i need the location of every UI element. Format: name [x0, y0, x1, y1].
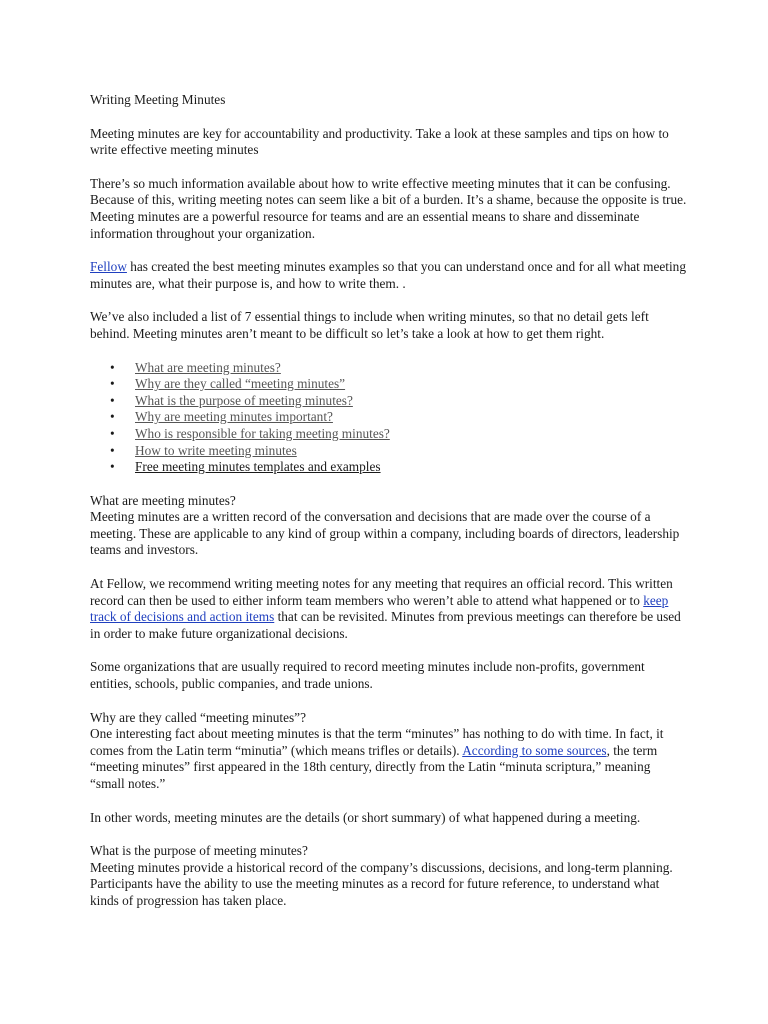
- section-heading-what-are: What are meeting minutes?: [90, 492, 236, 508]
- bullet-icon: •: [110, 359, 115, 375]
- toc-link-how-to-write[interactable]: How to write meeting minutes: [135, 442, 297, 458]
- fellow-link[interactable]: Fellow: [90, 259, 127, 275]
- paragraph-information-overload: There’s so much information available about how to write effective meeting minutes that it can be confusing. Because of this, writing meeting notes can seem like a bit of a burden. It’s a shame, because the opposite is true. Meeting minutes are a powerful resource for teams and are an essential means to share and disseminate information throughout your organization.: [90, 175, 687, 241]
- bullet-icon: •: [110, 376, 115, 392]
- section-heading-purpose: What is the purpose of meeting minutes?: [90, 843, 308, 859]
- table-of-contents: [90, 360, 688, 476]
- bullet-icon: •: [110, 392, 115, 408]
- toc-link-templates[interactable]: Free meeting minutes templates and examples: [135, 459, 381, 475]
- paragraph-fellow-examples-text: has created the best meeting minutes examples so that you can understand once and for all what meeting minutes are, what their purpose is, and how to write them. .: [90, 259, 686, 291]
- paragraph-recommendation: [90, 576, 688, 642]
- toc-item: [110, 443, 688, 460]
- toc-item: [110, 409, 688, 426]
- toc-item: [110, 376, 688, 393]
- bullet-icon: •: [110, 442, 115, 458]
- toc-link-who-responsible[interactable]: Who is responsible for taking meeting minutes?: [135, 425, 390, 441]
- section-heading-why-called: Why are they called “meeting minutes”?: [90, 709, 306, 725]
- paragraph-latin-origin-text-end: , the term “meeting minutes” first appeared in the 18th century, directly from the Latin “minuta scriptura,” meaning “small notes.”: [90, 742, 658, 791]
- paragraph-definition: Meeting minutes are a written record of the conversation and decisions that are made over the course of a meeting. These are applicable to any kind of group within a company, including boards of directors, leadership teams and investors.: [90, 509, 680, 558]
- toc-link-why-called[interactable]: Why are they called “meeting minutes”: [135, 376, 346, 392]
- intro-paragraph: Meeting minutes are key for accountability and productivity. Take a look at these samples and tips on how to write effective meeting minutes: [90, 125, 669, 158]
- toc-link-what-are-minutes[interactable]: What are meeting minutes?: [135, 359, 281, 375]
- toc-item: [110, 393, 688, 410]
- toc-item: [110, 360, 688, 377]
- bullet-icon: •: [110, 425, 115, 441]
- paragraph-in-other-words: In other words, meeting minutes are the details (or short summary) of what happened during a meeting.: [90, 809, 641, 825]
- paragraph-latin-origin: [90, 726, 688, 792]
- paragraph-organizations: Some organizations that are usually required to record meeting minutes include non-profits, government entities, schools, public companies, and trade unions.: [90, 659, 645, 692]
- toc-item: [110, 459, 688, 476]
- sources-link[interactable]: According to some sources: [462, 742, 607, 758]
- toc-link-why-important[interactable]: Why are meeting minutes important?: [135, 409, 333, 425]
- paragraph-recommendation-text-start: At Fellow, we recommend writing meeting notes for any meeting that requires an official record. This written record can then be used to either inform team members who weren’t able to attend what happened or to: [90, 576, 673, 608]
- toc-item: [110, 426, 688, 443]
- paragraph-purpose: Meeting minutes provide a historical record of the company’s discussions, decisions, and long-term planning. Participants have the ability to use the meeting minutes as a record for future reference, to understand what kinds of progression has taken place.: [90, 859, 673, 908]
- paragraph-latin-origin-text-start: One interesting fact about meeting minutes is that the term “minutes” has nothing to do with time. In fact, it comes from the Latin term “minutia” (which means trifles or details).: [90, 726, 664, 758]
- decisions-action-items-link[interactable]: keep track of decisions and action items: [90, 592, 669, 625]
- bullet-icon: •: [110, 459, 115, 475]
- paragraph-recommendation-text-end: that can be revisited. Minutes from previous meetings can therefore be used in order to make future organizational decisions.: [90, 609, 681, 641]
- toc-link-purpose[interactable]: What is the purpose of meeting minutes?: [135, 392, 353, 408]
- bullet-icon: •: [110, 409, 115, 425]
- paragraph-fellow-examples: [90, 259, 688, 292]
- document-title: Writing Meeting Minutes: [90, 92, 226, 107]
- paragraph-essential-things: We’ve also included a list of 7 essential things to include when writing minutes, so that no detail gets left behind. Meeting minutes aren’t meant to be difficult so let’s take a look at how to get them right.: [90, 309, 649, 341]
